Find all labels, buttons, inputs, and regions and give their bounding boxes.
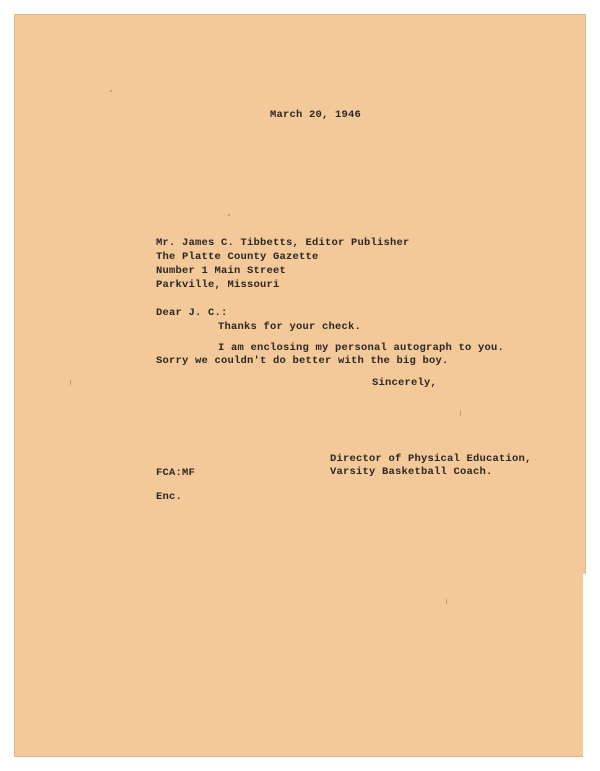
- address-line-1: Mr. James C. Tibbetts, Editor Publisher: [156, 237, 410, 249]
- address-line-2: The Platte County Gazette: [156, 251, 319, 263]
- signature-title-line-1: Director of Physical Education,: [330, 453, 532, 465]
- paper-speck: [228, 214, 230, 216]
- paper-speck: [110, 90, 112, 92]
- letter-page: [14, 14, 586, 757]
- body-paragraph-2-line-1: I am enclosing my personal autograph to you.: [218, 342, 505, 354]
- paper-speck: [70, 380, 71, 385]
- signature-title-line-2: Varsity Basketball Coach.: [330, 466, 493, 478]
- salutation: Dear J. C.:: [156, 307, 228, 319]
- address-line-4: Parkville, Missouri: [156, 279, 280, 291]
- body-paragraph-2-line-2: Sorry we couldn't do better with the big boy.: [156, 355, 449, 367]
- enclosure-note: Enc.: [156, 491, 183, 503]
- paper-speck: [446, 599, 447, 604]
- letter-date: March 20, 1946: [270, 109, 362, 121]
- address-line-3: Number 1 Main Street: [156, 265, 287, 277]
- paper-speck: [460, 410, 461, 416]
- reference-initials: FCA:MF: [156, 467, 196, 479]
- closing: Sincerely,: [372, 377, 438, 389]
- body-paragraph-1: Thanks for your check.: [218, 321, 362, 333]
